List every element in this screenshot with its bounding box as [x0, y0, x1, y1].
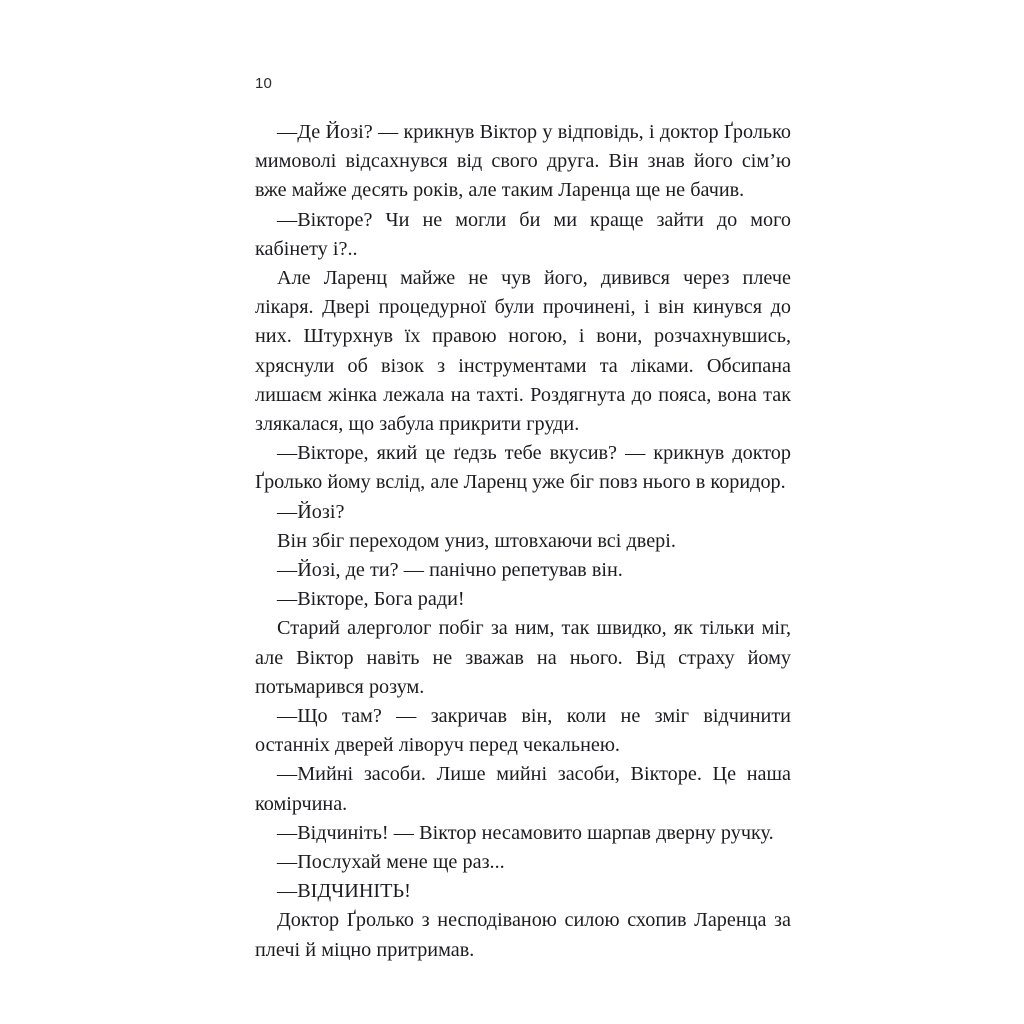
paragraph: —Вікторе? Чи не могли би ми краще зайти до мого кабінету і?..	[255, 208, 791, 260]
paragraph: —Відчиніть! — Віктор несамовито шарпав дверну ручку.	[277, 821, 774, 844]
paragraph: —Йозі, де ти? — панічно репетував він.	[277, 559, 623, 582]
paragraph: —Вікторе, Бога ради!	[277, 588, 465, 611]
paragraph: —ВІДЧИНІТЬ!	[277, 880, 411, 903]
paragraph: —Послухай мене ще раз...	[277, 851, 505, 874]
paragraph: Старий алерголог побіг за ним, так швидко, як тільки міг, але Віктор навіть не зважав на нього. Від страху йому потьмарився розум.	[255, 617, 791, 698]
page-number: 10	[255, 75, 273, 92]
paragraph: —Вікторе, який це ґедзь тебе вкусив? — крикнув доктор Ґролько йому вслід, але Ларенц уже біг повз нього в коридор.	[255, 442, 791, 494]
paragraph: —Де Йозі? — крикнув Віктор у відповідь, і доктор Ґролько мимоволі відсахнувся від свого друга. Він знав його сім’ю вже майже десять років, але таким Ларенца ще не бачив.	[255, 121, 791, 202]
paragraph: Він збіг переходом униз, штовхаючи всі двері.	[277, 529, 676, 552]
paragraph: Але Ларенц майже не чув його, дивився через плече лікаря. Двері процедурної були прочинені, і він кинувся до них. Штурхнув їх правою ногою, і вони, розчахнувшись, хряснули об візок з інструментами та ліками. Обсипана лишаєм жінка лежала на тахті. Роздягнута до пояса, вона так злякалася, що забула прикрити груди.	[255, 267, 791, 436]
body-text-block	[255, 118, 791, 965]
paragraph: Доктор Ґролько з несподіваною силою схопив Ларенца за плечі й міцно притримав.	[255, 909, 791, 961]
paragraph: —Що там? — закричав він, коли не зміг відчинити останніх дверей ліворуч перед чекальнею.	[255, 705, 791, 757]
paragraph: —Йозі?	[277, 500, 345, 523]
paragraph: —Мийні засоби. Лише мийні засоби, Вікторе. Це наша комірчина.	[255, 763, 791, 815]
